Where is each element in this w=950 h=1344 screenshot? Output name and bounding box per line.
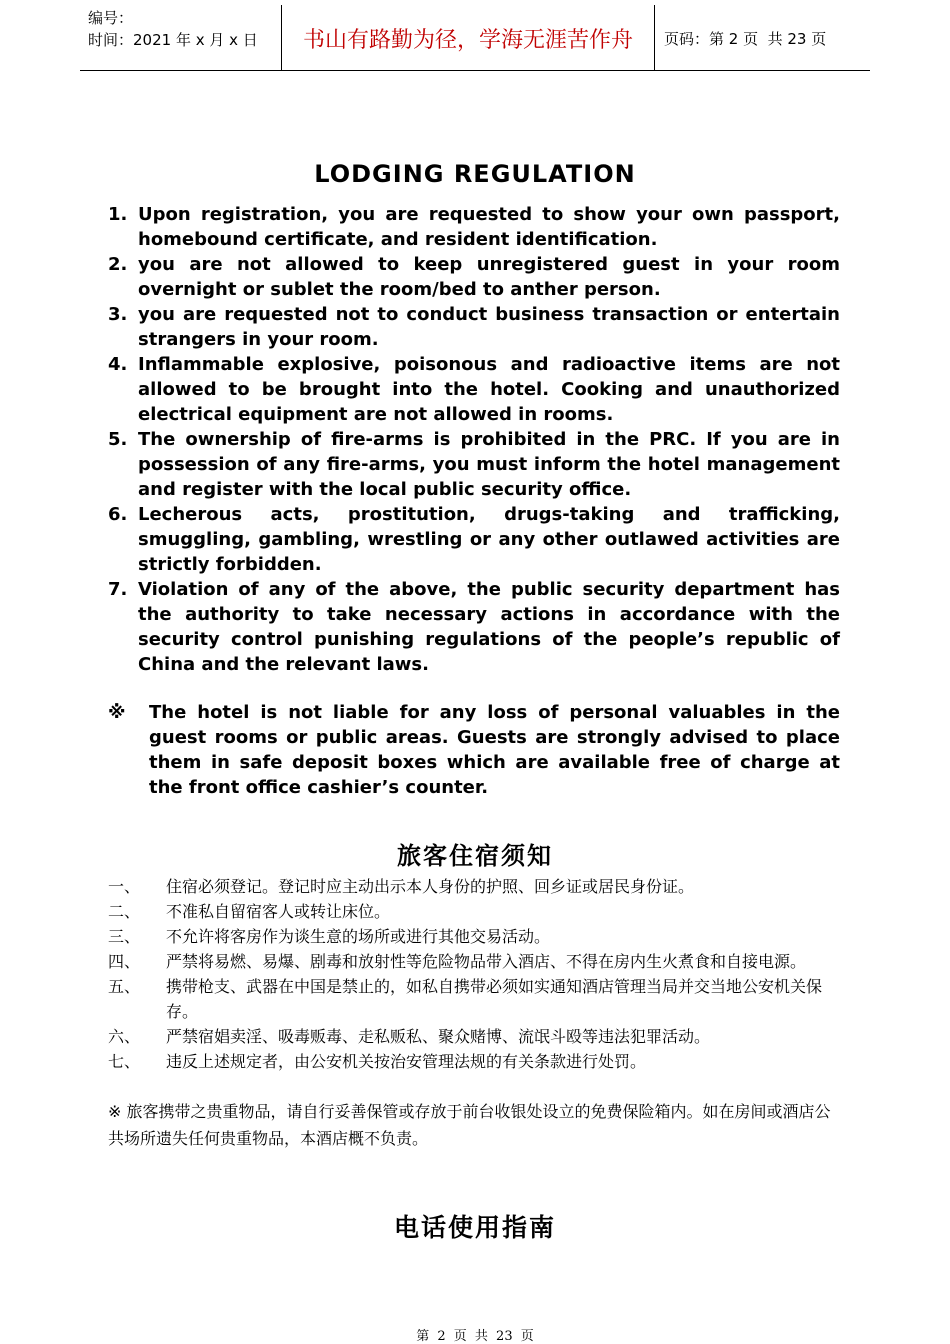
- page-header: [80, 5, 870, 71]
- item-text: Violation of any of the above, the public security department has the authority to take necessary actions in accordance with the security control punishing regulations of the people’s republic of China and the relevant laws.: [138, 579, 840, 675]
- item-number: 1.: [108, 204, 128, 225]
- regulation-item: [108, 1024, 843, 1049]
- item-text: The ownership of fire-arms is prohibited in the PRC. If you are in possession of any fire-arms, you must inform the hotel management and register with the local public security office.: [138, 429, 840, 500]
- item-number: 7.: [108, 579, 128, 600]
- item-text: 住宿必须登记。登记时应主动出示本人身份的护照、回乡证或居民身份证。: [166, 877, 695, 896]
- regulation-item: [108, 874, 843, 899]
- document-number-label: 编号：: [88, 9, 134, 27]
- item-number: 三、: [108, 927, 141, 946]
- document-date: 时间：2021 年 x 月 x 日: [88, 31, 258, 49]
- item-number: 一、: [108, 877, 141, 896]
- item-text: 违反上述规定者，由公安机关按治安管理法规的有关条款进行处罚。: [166, 1052, 647, 1071]
- regulation-item: [108, 974, 843, 1024]
- regulation-item: [108, 427, 840, 502]
- english-regulation-list: [108, 202, 840, 677]
- item-number: 6.: [108, 504, 128, 525]
- regulation-item: [108, 899, 843, 924]
- regulation-item: [108, 924, 843, 949]
- header-motto: 书山有路勤为径，学海无涯苦作舟: [281, 5, 655, 71]
- item-number: 3.: [108, 304, 128, 325]
- regulation-item: [108, 949, 843, 974]
- item-text: Inflammable explosive, poisonous and radioactive items are not allowed to be brought into the hotel. Cooking and unauthorized electrical equipment are not allowed in rooms.: [138, 354, 840, 425]
- regulation-item: [108, 352, 840, 427]
- english-title: LODGING REGULATION: [314, 160, 636, 188]
- item-text: 不允许将客房作为谈生意的场所或进行其他交易活动。: [166, 927, 551, 946]
- item-text: 严禁宿娼卖淫、吸毒贩毒、走私贩私、聚众赌博、流氓斗殴等违法犯罪活动。: [166, 1027, 711, 1046]
- item-number: 四、: [108, 952, 141, 971]
- item-number: 五、: [108, 977, 141, 996]
- english-valuables-note: [108, 700, 840, 800]
- item-text: 严禁将易燃、易爆、剧毒和放射性等危险物品带入酒店、不得在房内生火煮食和自接电源。: [166, 952, 807, 971]
- item-number: 七、: [108, 1052, 141, 1071]
- regulation-item: [108, 252, 840, 302]
- item-number: 二、: [108, 902, 141, 921]
- item-text: 携带枪支、武器在中国是禁止的，如私自携带必须如实通知酒店管理当局并交当地公安机关保存。: [166, 977, 823, 1021]
- phone-guide-title: 电话使用指南: [393, 1213, 556, 1242]
- note-text: The hotel is not liable for any loss of personal valuables in the guest rooms or public areas. Guests are strongly advised to place them in safe deposit boxes which are available free of charge at the front office cashier’s counter.: [149, 702, 840, 798]
- item-number: 六、: [108, 1027, 141, 1046]
- header-meta: [80, 5, 281, 71]
- regulation-item: [108, 502, 840, 577]
- regulation-item: [108, 577, 840, 677]
- chinese-regulation-list: [108, 874, 843, 1074]
- page-footer: 第 2 页 共 23 页: [416, 1329, 534, 1344]
- item-text: you are not allowed to keep unregistered guest in your room overnight or sublet the room/bed to anther person.: [138, 254, 840, 300]
- regulation-item: [108, 302, 840, 352]
- item-number: 5.: [108, 429, 128, 450]
- chinese-valuables-note: ※ 旅客携带之贵重物品，请自行妥善保管或存放于前台收银处设立的免费保险箱内。如在房间或酒店公共场所遗失任何贵重物品，本酒店概不负责。: [108, 1102, 831, 1148]
- chinese-title: 旅客住宿须知: [397, 842, 553, 870]
- item-text: Lecherous acts, prostitution, drugs-taking and trafficking, smuggling, gambling, wrestling or any other outlawed activities are strictly forbidden.: [138, 504, 840, 575]
- item-number: 4.: [108, 354, 128, 375]
- page-info-text: 页码：第 2 页 共 23 页: [664, 29, 827, 48]
- item-number: 2.: [108, 254, 128, 275]
- item-text: you are requested not to conduct business transaction or entertain strangers in your room.: [138, 304, 840, 350]
- regulation-item: [108, 202, 840, 252]
- header-page-info: [655, 5, 870, 71]
- item-text: Upon registration, you are requested to show your own passport, homebound certificate, and resident identification.: [138, 204, 840, 250]
- item-text: 不准私自留宿客人或转让床位。: [166, 902, 391, 921]
- reference-mark: ※: [108, 702, 126, 723]
- regulation-item: [108, 1049, 843, 1074]
